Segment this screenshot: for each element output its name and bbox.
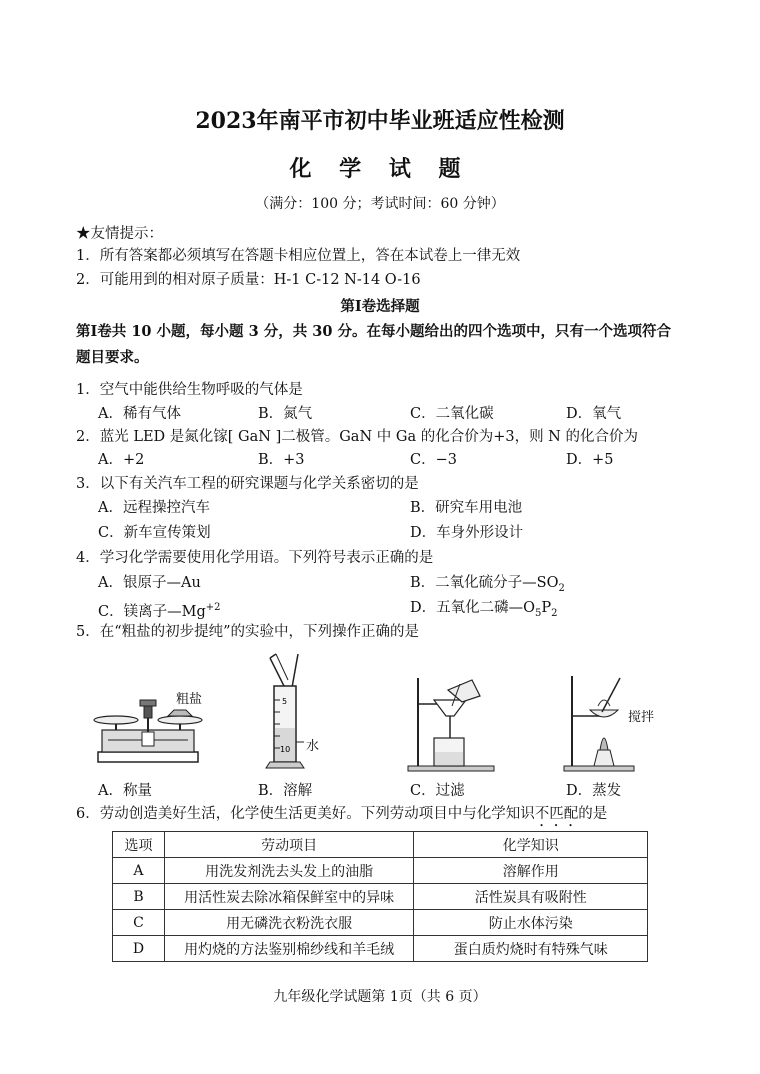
question-stem: 3．以下有关汽车工程的研究课题与化学关系密切的是 [76, 476, 419, 492]
option-b: B．+3 [258, 452, 305, 468]
table-cell: 用无磷洗衣粉洗衣服 [164, 910, 414, 936]
label-stir: 搅拌 [628, 710, 655, 725]
option-d: D．+5 [566, 452, 614, 468]
table-cell: 用洗发剂洗去头发上的油脂 [164, 858, 414, 884]
table-header: 选项 [113, 832, 165, 858]
table-cell: D [113, 936, 165, 962]
filtration-figure [404, 670, 504, 775]
option-c: C．镁离子$—Mg^{+2}$ [98, 602, 221, 620]
option-b: B．研究车用电池 [410, 500, 523, 516]
option-c: C．新车宣传策划 [98, 525, 211, 541]
question-stem: 6．劳动创造美好生活，化学使生活更美好。下列劳动项目中与化学知识不匹配的是 [76, 806, 608, 822]
option-d: D．氧气 [566, 406, 622, 422]
option-b: B．溶解 [258, 783, 313, 799]
answer-table [112, 831, 648, 962]
label-salt: 粗盐 [176, 692, 203, 707]
table-cell: B [113, 884, 165, 910]
section-intro: 第Ⅰ卷共 10 小题，每小题 3 分，共 30 分。在每小题给出的四个选项中，只有一个选项符合 [76, 323, 672, 340]
label-water: 水 [306, 739, 320, 754]
table-cell: 防止水体污染 [414, 910, 648, 936]
option-b: B．二氧化硫分子$—SO_2$ [410, 575, 565, 594]
option-d: D．蒸发 [566, 783, 622, 799]
question-stem: 5．在“粗盐的初步提纯”的实验中，下列操作正确的是 [76, 624, 420, 640]
option-c: C．−3 [410, 452, 457, 468]
option-a: A．银原子—Au [98, 575, 201, 591]
table-cell: 用灼烧的方法鉴别棉纱线和羊毛绒 [164, 936, 414, 962]
option-b: B．氮气 [258, 406, 313, 422]
table-row [113, 884, 648, 910]
question-stem: 2．蓝光 LED 是氮化镓[ GaN ]二极管。GaN 中 Ga 的化合价为+3，则 N 的化合价为 [76, 429, 638, 445]
tip-item: 2．可能用到的相对原子质量：H-1 C-12 N-14 O-16 [76, 272, 421, 288]
table-cell: 用活性炭去除冰箱保鲜室中的异味 [164, 884, 414, 910]
tips-heading: ★友情提示： [76, 226, 163, 242]
table-cell: 蛋白质灼烧时有特殊气味 [414, 936, 648, 962]
table-cell: 溶解作用 [414, 858, 648, 884]
table-header: 化学知识 [414, 832, 648, 858]
section-title: 第Ⅰ卷选择题 [340, 298, 420, 315]
table-row [113, 910, 648, 936]
option-c: C．二氧化碳 [410, 406, 494, 422]
option-a: A．远程操控汽车 [98, 500, 210, 516]
option-a: A．+2 [98, 452, 145, 468]
cylinder-mark-5: 5 [282, 697, 288, 706]
tip-item: 1．所有答案都必须填写在答题卡相应位置上，答在本试卷上一律无效 [76, 248, 521, 264]
table-header: 劳动项目 [164, 832, 414, 858]
option-a: A．称量 [98, 783, 152, 799]
table-cell: A [113, 858, 165, 884]
question-stem: 1．空气中能供给生物呼吸的气体是 [76, 382, 303, 398]
question-stem: 4．学习化学需要使用化学用语。下列符号表示正确的是 [76, 550, 434, 566]
table-cell: C [113, 910, 165, 936]
option-c: C．过滤 [410, 783, 465, 799]
page-title: 2023年南平市初中毕业班适应性检测 [195, 108, 565, 134]
table-header-row [113, 832, 648, 858]
section-intro-cont: 题目要求。 [76, 349, 149, 366]
page-subtitle: 化 学 试 题 [289, 156, 471, 182]
table-row [113, 936, 648, 962]
cylinder-figure [256, 650, 336, 775]
emphasized-text: 不匹配 [534, 806, 579, 822]
option-d: D．车身外形设计 [410, 525, 524, 541]
page-footer: 九年级化学试题第 1页（共 6 页） [273, 989, 487, 1005]
table-row [113, 858, 648, 884]
exam-info: （满分：100 分；考试时间：60 分钟） [255, 196, 505, 212]
cylinder-mark-10: 10 [280, 745, 291, 754]
option-d: D．五氧化二磷$—O_5P_2$ [410, 600, 558, 619]
table-cell: 活性炭具有吸附性 [414, 884, 648, 910]
option-a: A．稀有气体 [98, 406, 181, 422]
